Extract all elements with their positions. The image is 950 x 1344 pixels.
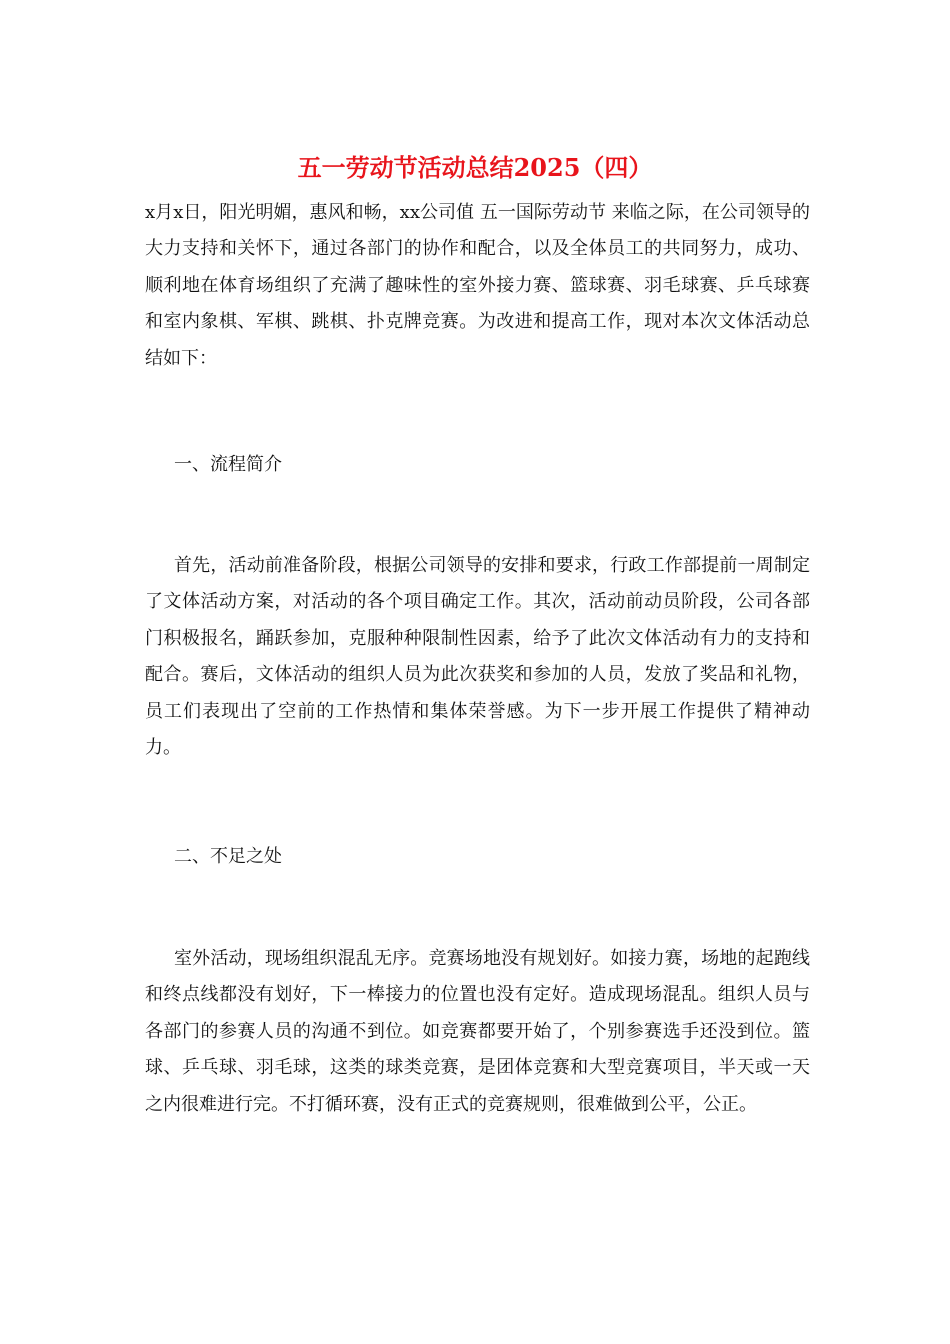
section-body-process: 首先，活动前准备阶段，根据公司领导的安排和要求，行政工作部提前一周制定了文体活动方案，对活动的各个项目确定工作。其次，活动前动员阶段，公司各部门积极报名，踊跃参加，克服种种限制性因素，给予了此次文体活动有力的支持和配合。赛后，文体活动的组织人员为此次获奖和参加的人员，发放了奖品和礼物，员工们表现出了空前的工作热情和集体荣誉感。为下一步开展工作提供了精神动力。 — [145, 555, 810, 759]
section-heading-process: 一、流程简介 — [174, 454, 282, 475]
document-title: 五一劳动节活动总结2025（四） — [297, 153, 653, 182]
section-body-shortcomings: 室外活动，现场组织混乱无序。竞赛场地没有规划好。如接力赛，场地的起跑线和终点线都没有划好，下一棒接力的位置也没有定好。造成现场混乱。组织人员与各部门的参赛人员的沟通不到位。如竞赛都要开始了，个别参赛选手还没到位。篮球、乒乓球、羽毛球，这类的球类竞赛，是团体竞赛和大型竞赛项目，半天或一天之内很难进行完。不打循环赛，没有正式的竞赛规则，很难做到公平，公正。 — [145, 948, 810, 1115]
section-heading-shortcomings: 二、不足之处 — [174, 846, 282, 867]
intro-paragraph: x月x日，阳光明媚，惠风和畅，xx公司值 五一国际劳动节 来临之际，在公司领导的大力支持和关怀下，通过各部门的协作和配合，以及全体员工的共同努力，成功、顺利地在体育场组织了充满了趣味性的室外接力赛、篮球赛、羽毛球赛、乒乓球赛和室内象棋、军棋、跳棋、扑克牌竞赛。为改进和提高工作，现对本次文体活动总结如下： — [145, 202, 810, 369]
